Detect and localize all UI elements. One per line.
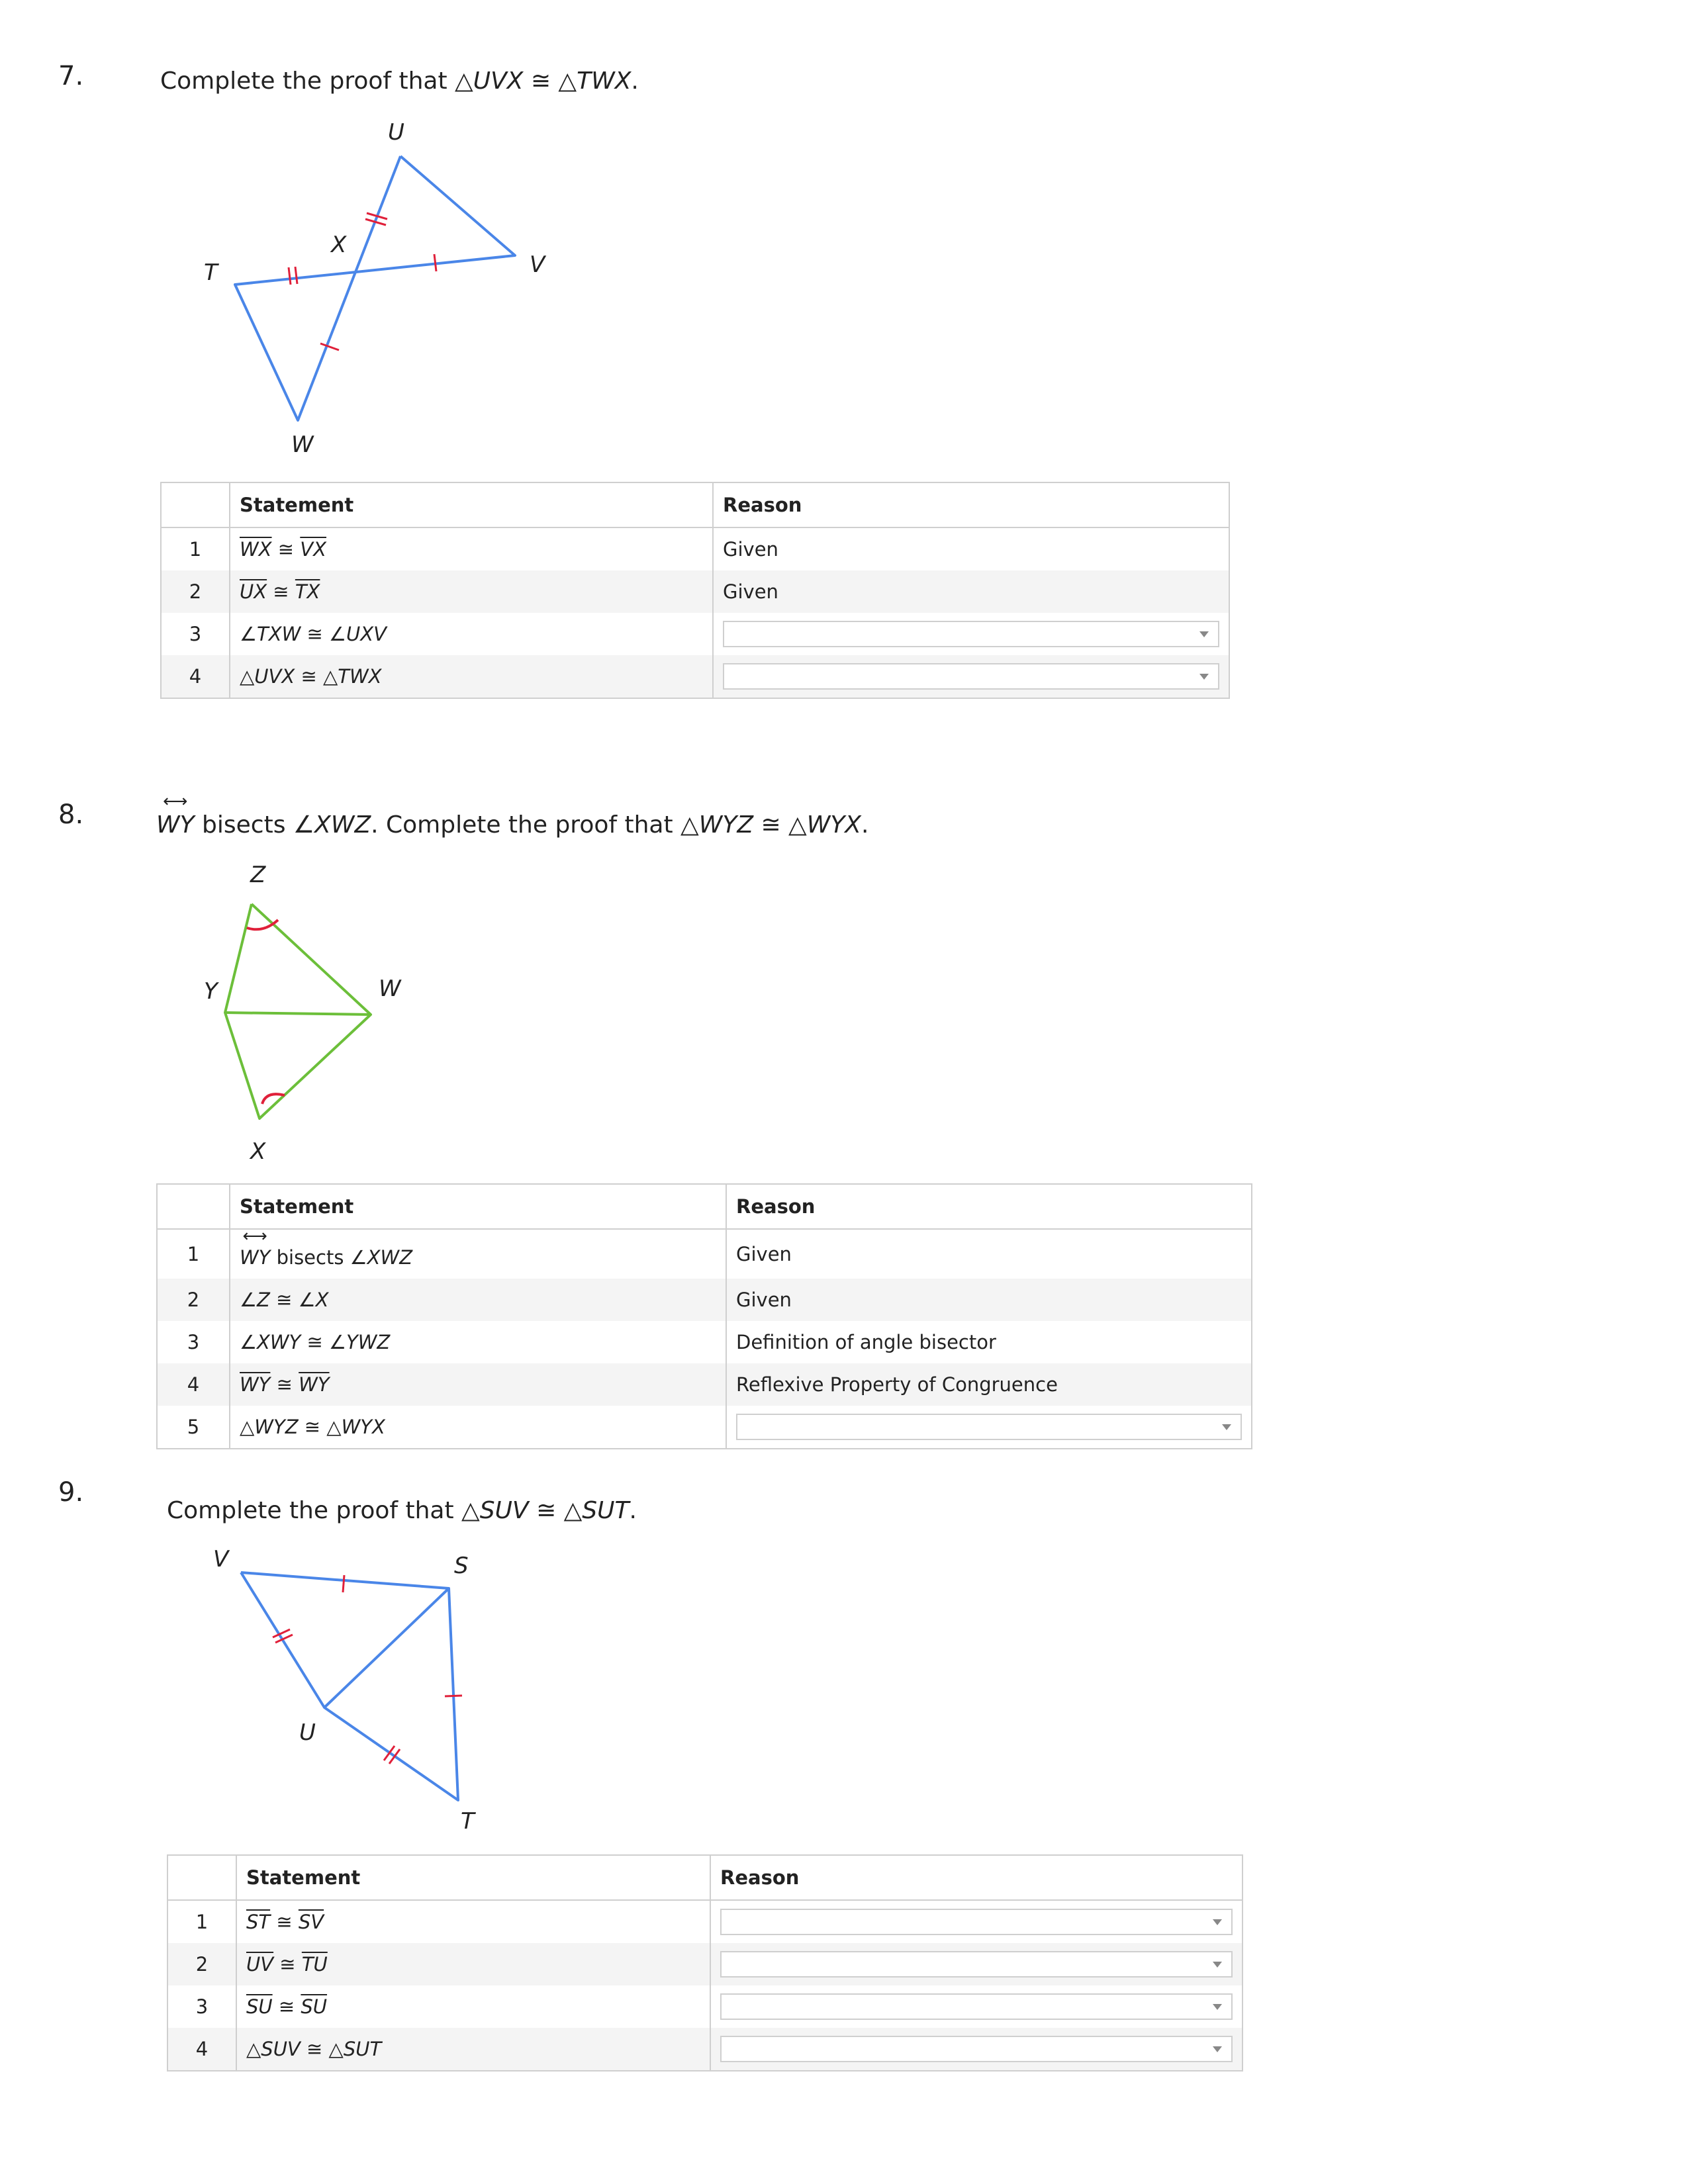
reason-dropdown[interactable]: [720, 1993, 1233, 2020]
problem-7-diagram: [199, 132, 569, 450]
chevron-down-icon: [1222, 1424, 1231, 1430]
problem-7-proof-table: [160, 482, 1230, 699]
reason-cell: [710, 1943, 1243, 1985]
reason-cell: [710, 1985, 1243, 2028]
number-header: [157, 1184, 230, 1229]
row-number: 3: [157, 1321, 230, 1363]
vertex-label-w: W: [291, 432, 314, 458]
chevron-down-icon: [1213, 2046, 1222, 2052]
row-number: 3: [167, 1985, 236, 2028]
reason-dropdown[interactable]: [723, 663, 1219, 690]
reason-cell: Definition of angle bisector: [736, 1331, 996, 1353]
table-row: [161, 655, 1229, 698]
statement-cell: $\overline{WX}$ ≅ $\overline{VX}$: [230, 527, 713, 570]
vertex-label-x: X: [331, 232, 347, 258]
vertex-label-u: U: [388, 119, 404, 146]
table-row: [161, 613, 1229, 655]
statement-cell: △WYZ ≅ △WYX: [230, 1406, 726, 1449]
row-number: 4: [157, 1363, 230, 1406]
reason-cell: [713, 613, 1229, 655]
row-number: 4: [161, 655, 230, 698]
reason-cell: [710, 2028, 1243, 2071]
chevron-down-icon: [1199, 631, 1209, 637]
chevron-down-icon: [1213, 1919, 1222, 1925]
statement-cell: ∠Z ≅ ∠X: [230, 1279, 726, 1321]
statement-header: Statement: [230, 1184, 726, 1229]
statement-cell: $\overline{SU}$ ≅ $\overline{SU}$: [236, 1985, 710, 2028]
table-row: [161, 570, 1229, 613]
vertex-label-z: Z: [250, 862, 266, 888]
reason-header: Reason: [726, 1184, 1252, 1229]
reason-dropdown[interactable]: [720, 1909, 1233, 1935]
chevron-down-icon: [1213, 1962, 1222, 1968]
statement-cell: △UVX ≅ △TWX: [230, 655, 713, 698]
chevron-down-icon: [1199, 674, 1209, 680]
table-row: [157, 1279, 1252, 1321]
reason-cell: [713, 655, 1229, 698]
statement-cell: $\overline{ST}$ ≅ $\overline{SV}$: [236, 1900, 710, 1943]
problem-8-proof-table: [156, 1183, 1252, 1449]
reason-cell: [726, 1406, 1252, 1449]
row-number: 1: [167, 1900, 236, 1943]
reason-cell: Given: [723, 538, 778, 561]
reason-cell: [710, 1900, 1243, 1943]
vertex-label-w: W: [379, 976, 401, 1002]
vertex-label-t: T: [461, 1808, 475, 1835]
statement-cell: $\overline{UX}$ ≅ $\overline{TX}$: [230, 570, 713, 613]
problem-8-prompt: ⟷ WY bisects ∠XWZ. Complete the proof that △WYZ ≅ △WYX.: [156, 811, 868, 839]
reason-dropdown[interactable]: [723, 621, 1219, 647]
statement-cell: ⟷ WY bisects ∠XWZ: [230, 1229, 726, 1279]
row-number: 2: [157, 1279, 230, 1321]
table-row: [167, 2028, 1243, 2071]
row-number: 2: [167, 1943, 236, 1985]
row-number: 1: [157, 1229, 230, 1279]
table-row: [157, 1406, 1252, 1449]
vertex-label-s: S: [454, 1553, 469, 1579]
table-row: [157, 1321, 1252, 1363]
problem-9-number: 9.: [58, 1477, 84, 1508]
reason-header: Reason: [713, 482, 1229, 527]
vertex-label-x: X: [250, 1138, 266, 1165]
vertex-label-t: T: [204, 259, 218, 286]
row-number: 2: [161, 570, 230, 613]
table-row: [161, 527, 1229, 570]
vertex-label-u: U: [299, 1719, 316, 1746]
number-header: [161, 482, 230, 527]
row-number: 3: [161, 613, 230, 655]
table-row: [157, 1229, 1252, 1279]
table-row: [157, 1363, 1252, 1406]
table-row: [167, 1985, 1243, 2028]
vertex-label-v: V: [213, 1546, 229, 1572]
vertex-label-v: V: [530, 251, 545, 278]
row-number: 4: [167, 2028, 236, 2071]
table-row: [167, 1900, 1243, 1943]
reason-cell: Reflexive Property of Congruence: [726, 1363, 1252, 1406]
reason-header: Reason: [710, 1855, 1243, 1900]
number-header: [167, 1855, 236, 1900]
problem-8-number: 8.: [58, 799, 84, 830]
problem-7-number: 7.: [58, 61, 84, 91]
statement-cell: $\overline{WY}$ ≅ $\overline{WY}$: [230, 1363, 726, 1406]
statement-cell: ∠TXW ≅ ∠UXV: [230, 613, 713, 655]
statement-header: Statement: [230, 482, 713, 527]
vertex-label-y: Y: [204, 978, 218, 1005]
reason-cell: Given: [736, 1243, 792, 1265]
reason-dropdown[interactable]: [720, 2036, 1233, 2062]
statement-cell: ∠XWY ≅ ∠YWZ: [230, 1321, 726, 1363]
reason-dropdown[interactable]: [736, 1414, 1242, 1440]
statement-header: Statement: [236, 1855, 710, 1900]
statement-cell: △SUV ≅ △SUT: [236, 2028, 710, 2071]
problem-8-diagram: [199, 860, 437, 1152]
statement-cell: $\overline{UV}$ ≅ $\overline{TU}$: [236, 1943, 710, 1985]
chevron-down-icon: [1213, 2004, 1222, 2010]
reason-dropdown[interactable]: [720, 1951, 1233, 1978]
problem-9-diagram: [199, 1542, 503, 1840]
problem-7-prompt: Complete the proof that △UVX ≅ △TWX.: [160, 68, 639, 95]
reason-cell: Given: [726, 1279, 1252, 1321]
problem-9-proof-table: [167, 1854, 1243, 2071]
row-number: 5: [157, 1406, 230, 1449]
table-row: [167, 1943, 1243, 1985]
problem-9-prompt: Complete the proof that △SUV ≅ △SUT.: [167, 1497, 637, 1524]
row-number: 1: [161, 527, 230, 570]
reason-cell: Given: [713, 570, 1229, 613]
